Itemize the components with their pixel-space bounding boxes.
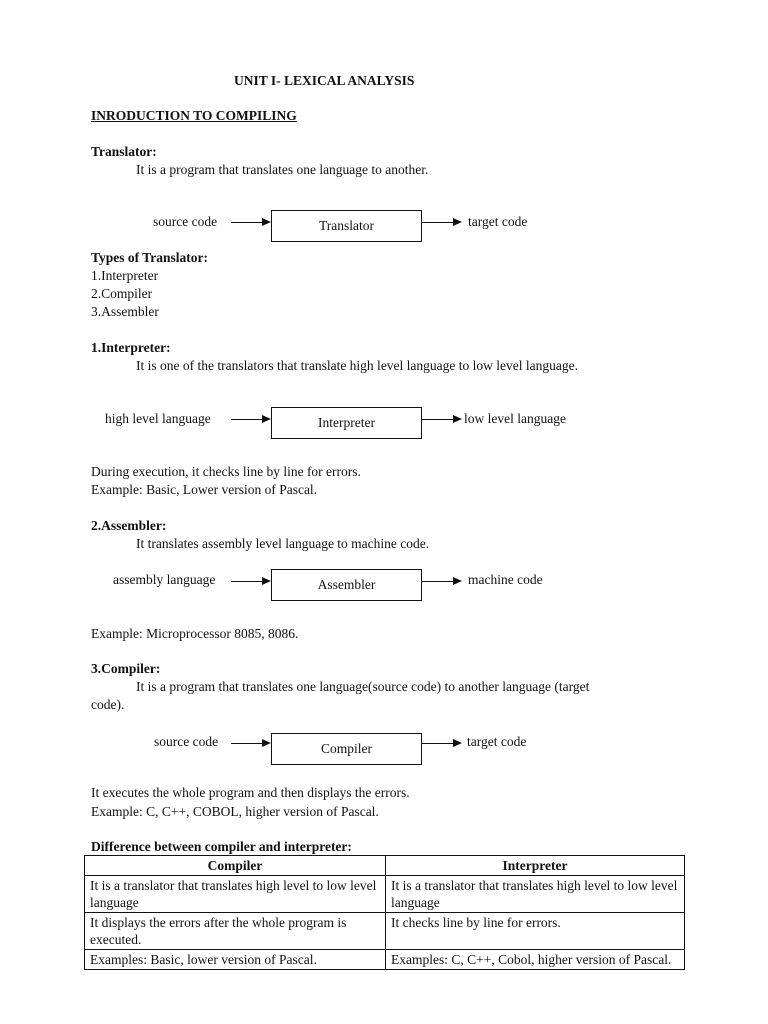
difference-heading: Difference between compiler and interpreter: bbox=[91, 839, 352, 854]
interpreter-example: Example: Basic, Lower version of Pascal. bbox=[91, 482, 318, 497]
diagram-box: Interpreter bbox=[271, 407, 422, 439]
table-row bbox=[85, 876, 685, 913]
translator-heading: Translator: bbox=[91, 144, 157, 159]
arrow-icon bbox=[231, 216, 271, 228]
compiler-heading: 3.Compiler: bbox=[91, 661, 161, 676]
arrow-icon bbox=[231, 575, 271, 587]
compiler-note: It executes the whole program and then displays the errors. bbox=[91, 785, 410, 800]
diagram-box: Assembler bbox=[271, 569, 422, 601]
arrow-icon bbox=[231, 737, 271, 749]
diagram-output-label: low level language bbox=[464, 411, 566, 426]
table-cell: Examples: C, C++, Cobol, higher version of Pascal. bbox=[386, 950, 685, 970]
interpreter-note: During execution, it checks line by line for errors. bbox=[91, 464, 361, 479]
table-cell: Examples: Basic, lower version of Pascal. bbox=[85, 950, 386, 970]
table-cell: It checks line by line for errors. bbox=[386, 913, 685, 950]
interpreter-heading: 1.Interpreter: bbox=[91, 340, 171, 355]
column-header-compiler: Compiler bbox=[85, 856, 386, 876]
diagram-output-label: target code bbox=[468, 214, 528, 229]
diagram-output-label: machine code bbox=[468, 572, 543, 587]
diagram-input-label: source code bbox=[154, 734, 219, 749]
compiler-definition-cont: code). bbox=[91, 697, 125, 712]
assembler-example: Example: Microprocessor 8085, 8086. bbox=[91, 626, 299, 641]
compiler-example: Example: C, C++, COBOL, higher version of Pascal. bbox=[91, 804, 379, 819]
column-header-interpreter: Interpreter bbox=[386, 856, 685, 876]
diagram-box: Compiler bbox=[271, 733, 422, 765]
types-heading: Types of Translator: bbox=[91, 250, 208, 265]
types-item: 1.Interpreter bbox=[91, 268, 159, 283]
table-row bbox=[85, 950, 685, 970]
table-row bbox=[85, 913, 685, 950]
diagram-input-label: high level language bbox=[105, 411, 211, 426]
table-cell: It is a translator that translates high level to low level language bbox=[386, 876, 685, 913]
page-title: UNIT I- LEXICAL ANALYSIS bbox=[234, 73, 415, 88]
table-header-row bbox=[85, 856, 685, 876]
compiler-definition: It is a program that translates one language(source code) to another language (target bbox=[136, 679, 590, 694]
table-cell: It is a translator that translates high level to low level language bbox=[85, 876, 386, 913]
arrow-icon bbox=[422, 216, 462, 228]
diagram-input-label: assembly language bbox=[113, 572, 216, 587]
arrow-icon bbox=[231, 413, 271, 425]
difference-table bbox=[84, 855, 685, 970]
translator-definition: It is a program that translates one language to another. bbox=[136, 162, 429, 177]
assembler-heading: 2.Assembler: bbox=[91, 518, 167, 533]
types-item: 3.Assembler bbox=[91, 304, 159, 319]
arrow-icon bbox=[422, 575, 462, 587]
section-heading: INRODUCTION TO COMPILING bbox=[91, 108, 297, 123]
diagram-input-label: source code bbox=[153, 214, 218, 229]
arrow-icon bbox=[422, 737, 462, 749]
arrow-icon bbox=[422, 413, 462, 425]
diagram-output-label: target code bbox=[467, 734, 527, 749]
diagram-box: Translator bbox=[271, 210, 422, 242]
table-cell: It displays the errors after the whole program is executed. bbox=[85, 913, 386, 950]
interpreter-definition: It is one of the translators that translate high level language to low level language. bbox=[136, 358, 578, 373]
types-item: 2.Compiler bbox=[91, 286, 153, 301]
assembler-definition: It translates assembly level language to machine code. bbox=[136, 536, 430, 551]
